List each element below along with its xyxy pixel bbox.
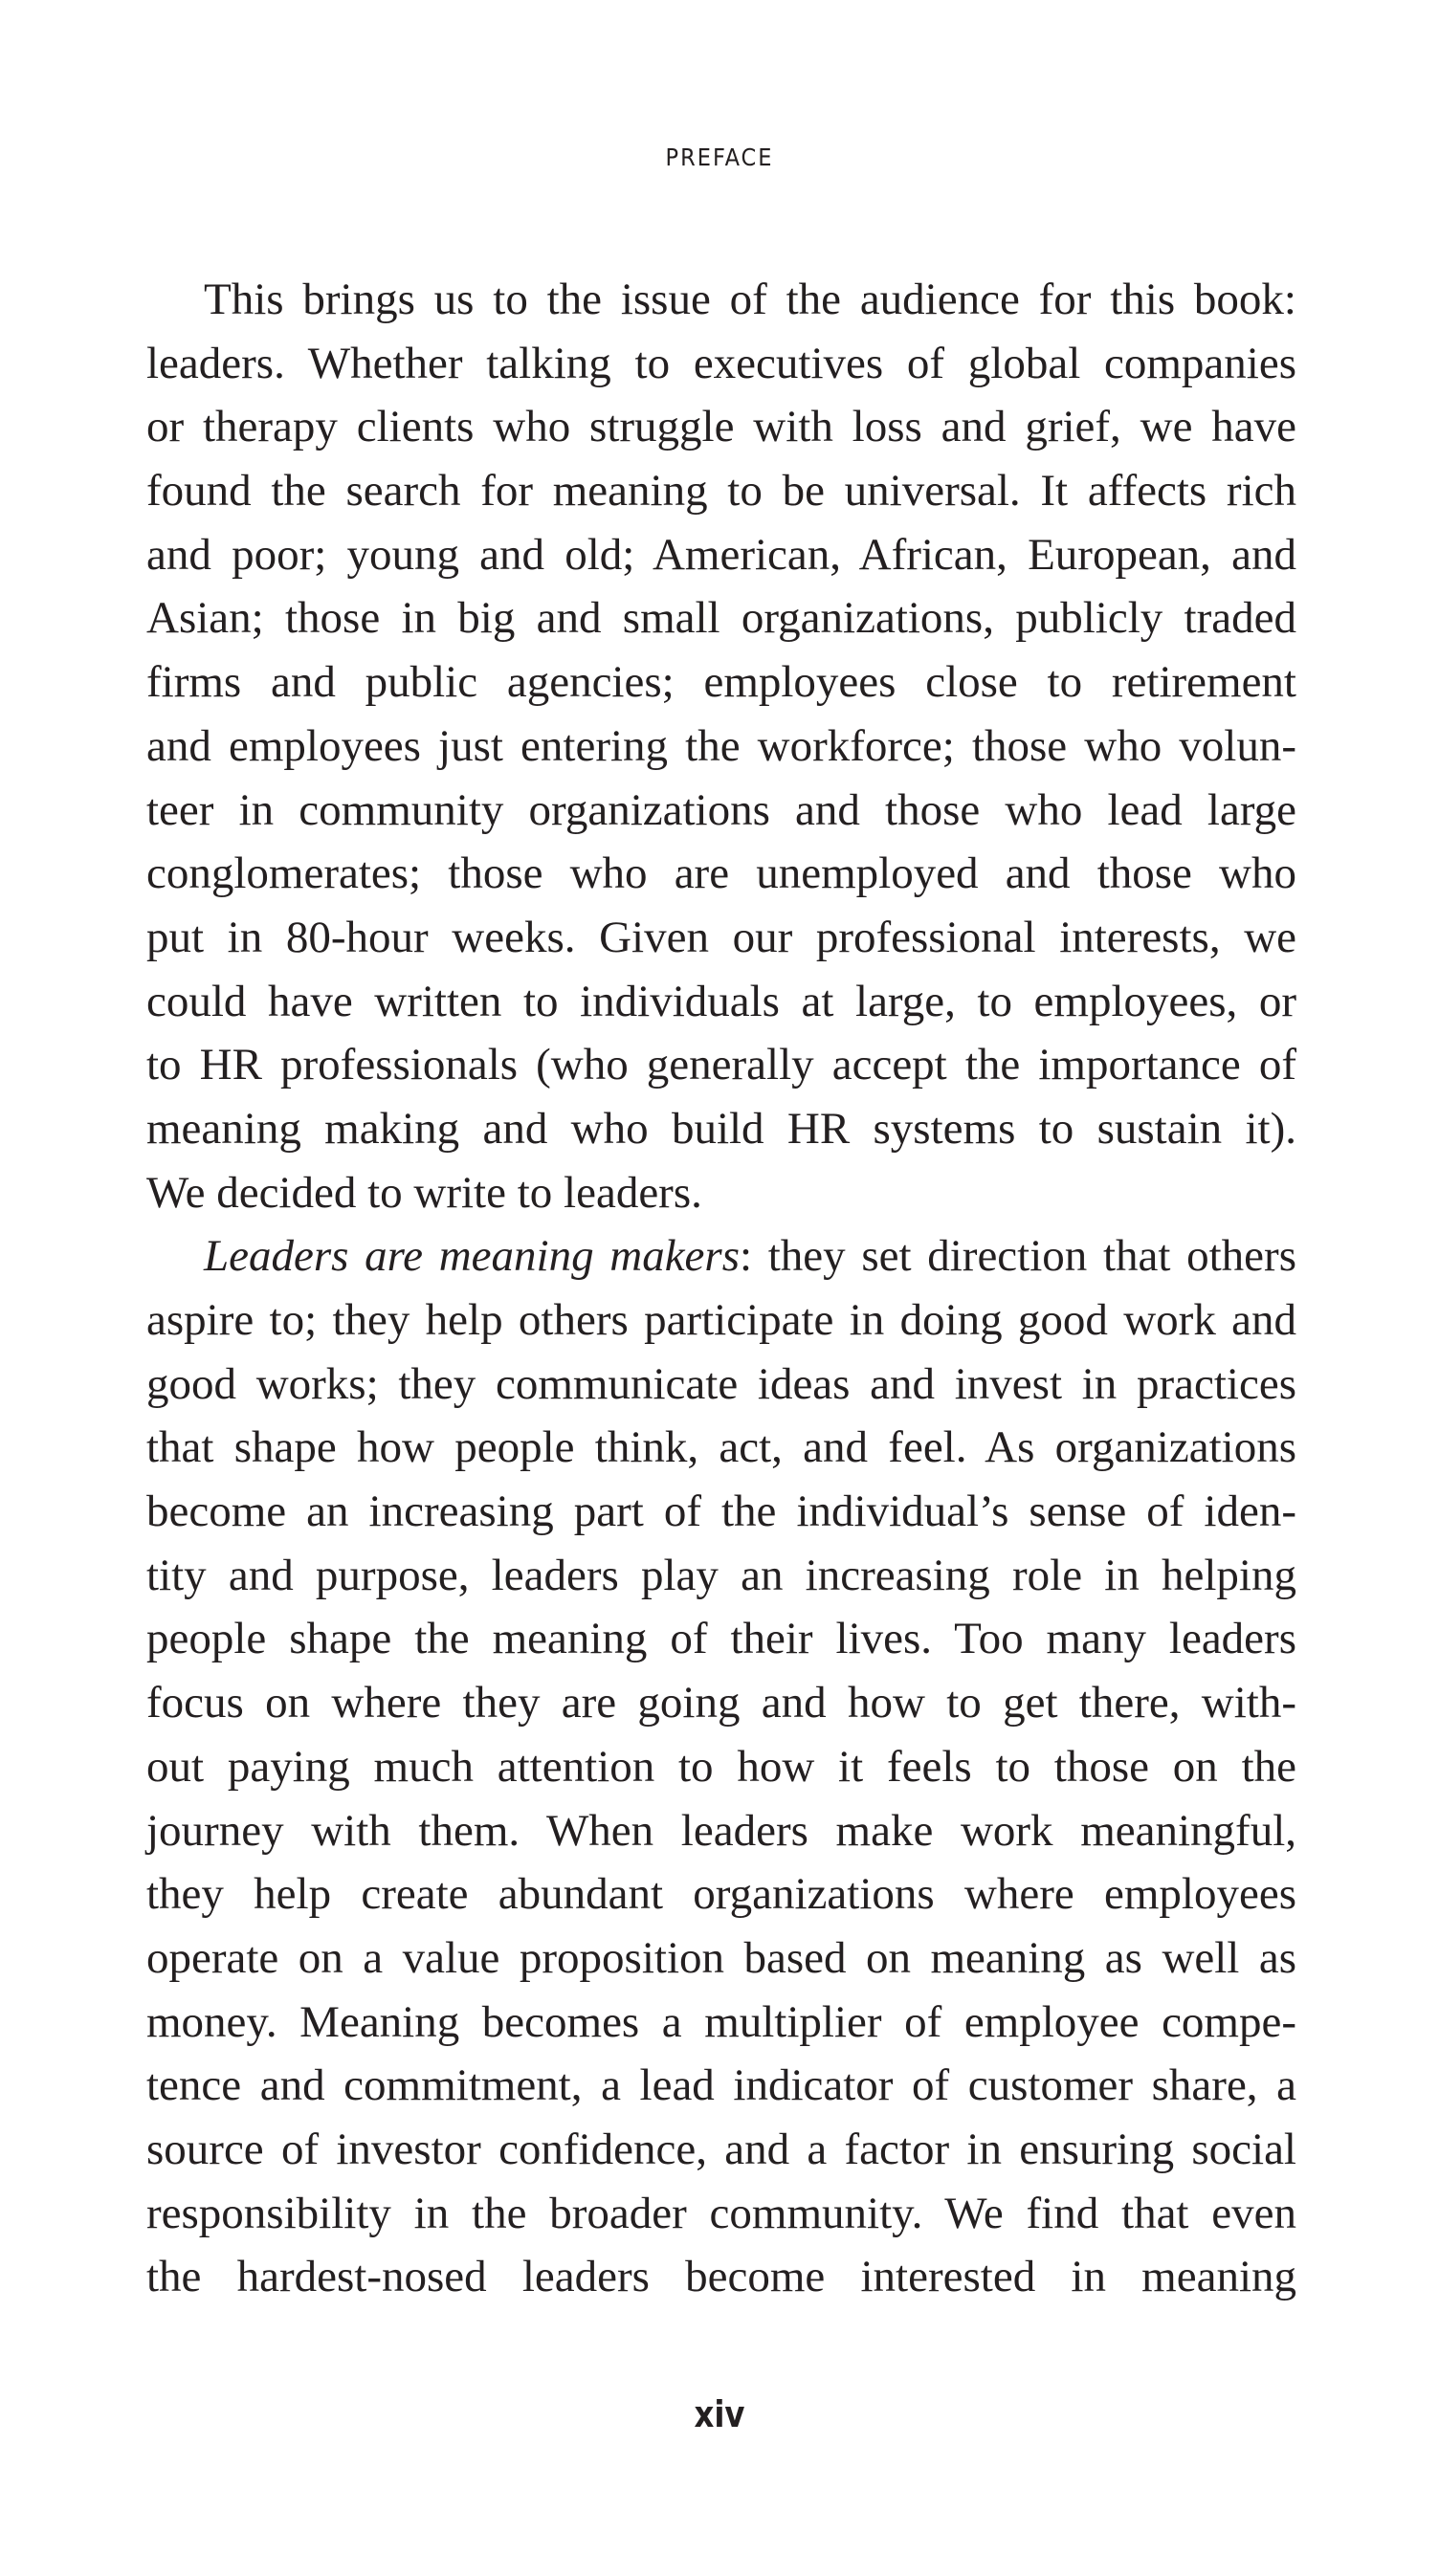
running-head: PREFACE [665,143,774,171]
text-line: responsibility in the broader community. We find that even [146,2188,1296,2238]
text-line: or therapy clients who struggle with loss and grief, we have [146,402,1296,452]
text-line: aspire to; they help others participate in doing good work and [146,1295,1296,1345]
text-line: firms and public agencies; employees close to retirement [146,657,1296,708]
text-line: operate on a value proposition based on meaning as well as [146,1932,1296,1983]
text-line: conglomerates; those who are unemployed and those who [146,848,1296,899]
text-line: focus on where they are going and how to get there, with- [146,1678,1296,1728]
page-number: xiv [694,2393,745,2435]
text-line: put in 80-hour weeks. Given our professional interests, we [146,912,1296,962]
text-line: This brings us to the issue of the audience for this book: [204,275,1296,324]
body-text [146,268,1296,2309]
text-line: good works; they communicate ideas and invest in practices [146,1358,1296,1409]
text-line: leaders. Whether talking to executives of global companies [146,338,1296,388]
text-line: the hardest-nosed leaders become interested in meaning [146,2252,1296,2302]
text-line: that shape how people think, act, and feel. As organizations [146,1422,1296,1473]
text-line: money. Meaning becomes a multiplier of employee compe- [146,1996,1296,2047]
paragraph-2 [146,1224,1296,2309]
text-line: tity and purpose, leaders play an increasing role in helping [146,1550,1296,1600]
text-line: Asian; those in big and small organizations, publicly traded [146,593,1296,644]
text-line: source of investor confidence, and a factor in ensuring social [146,2124,1296,2174]
text-line: out paying much attention to how it feels to those on the [146,1741,1296,1792]
text-line: tence and commitment, a lead indicator of customer share, a [146,2060,1296,2111]
text-line: teer in community organizations and those who lead large [146,784,1296,835]
italic-phrase: Leaders are meaning makers [204,1231,740,1282]
text-line: become an increasing part of the individual’s sense of iden- [146,1486,1296,1537]
text-line: found the search for meaning to be universal. It affects rich [146,466,1296,517]
text-line: and poor; young and old; American, African, European, and [146,529,1296,580]
paragraph-1 [146,268,1296,1224]
text-line: journey with them. When leaders make work meaningful, [146,1805,1296,1856]
text-line: people shape the meaning of their lives. Too many leaders [146,1614,1296,1664]
text-line: they help create abundant organizations where employees [146,1869,1296,1920]
text-line: could have written to individuals at large, to employees, or [146,976,1296,1026]
text-line: We decided to write to leaders. [146,1167,702,1218]
text-line: to HR professionals (who generally accept the importance of [146,1040,1296,1090]
text-line [146,1224,1296,1288]
text-line: meaning making and who build HR systems to sustain it). [146,1103,1296,1154]
text-line: and employees just entering the workforce; those who volun- [146,720,1296,771]
text-run: : they set direction that others [740,1231,1296,1282]
